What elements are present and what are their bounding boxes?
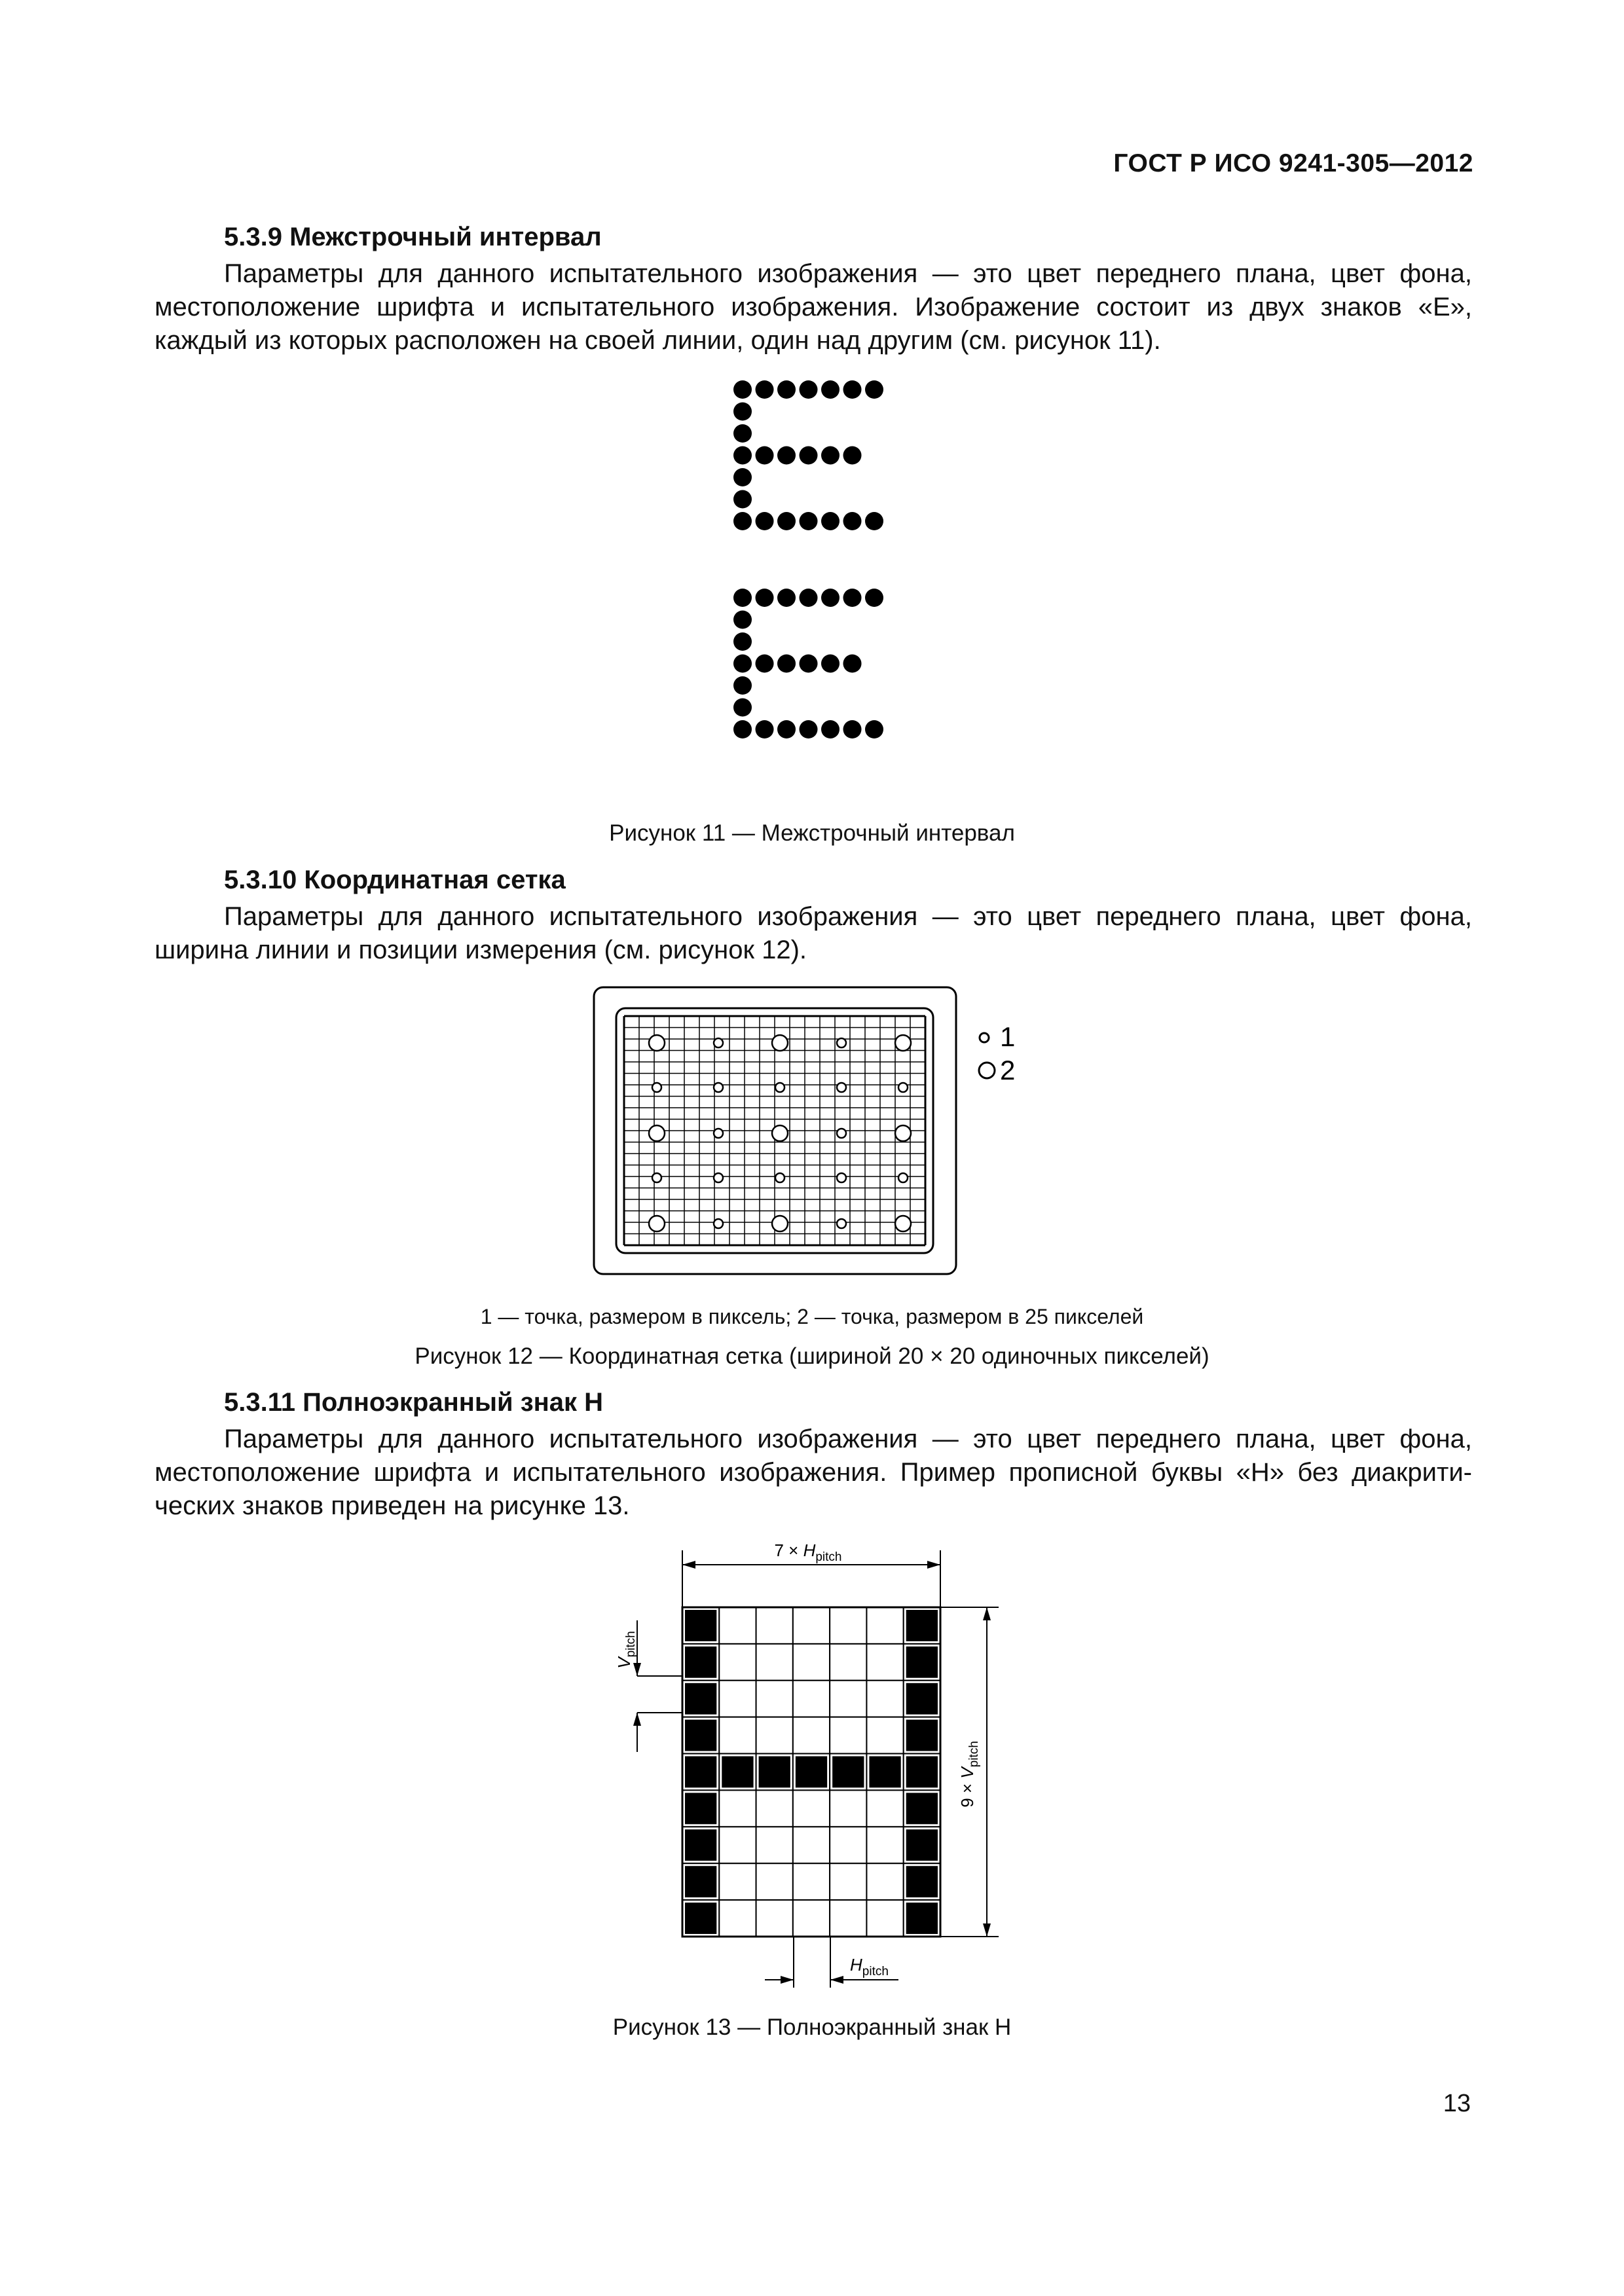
matrix-cell [756, 1717, 793, 1754]
left-dimension-label: $V_{pitch}$ [614, 1631, 638, 1669]
legend-label-1: 1 [1000, 1021, 1016, 1052]
filled-cell [685, 1720, 716, 1751]
filled-cell [685, 1757, 716, 1788]
filled-cell [906, 1903, 938, 1934]
matrix-cell [719, 1827, 756, 1863]
matrix-cell [866, 1644, 903, 1681]
matrix-cell [719, 1790, 756, 1827]
filled-cell [685, 1903, 716, 1934]
matrix-cell [719, 1900, 756, 1937]
document-header: ГОСТ Р ИСО 9241-305—2012 [1113, 149, 1473, 177]
matrix-cell [756, 1900, 793, 1937]
matrix-cell [719, 1644, 756, 1681]
matrix-cell [866, 1863, 903, 1900]
matrix-cell [830, 1827, 866, 1863]
matrix-cell [830, 1790, 866, 1827]
filled-cell [759, 1757, 790, 1788]
filled-cell [906, 1793, 938, 1824]
filled-cell [906, 1720, 938, 1751]
matrix-cell [719, 1607, 756, 1644]
matrix-cell [793, 1863, 830, 1900]
matrix-cell [830, 1863, 866, 1900]
matrix-cell [793, 1644, 830, 1681]
filled-cell [685, 1610, 716, 1641]
figure-11-caption: Рисунок 11 — Межстрочный интервал [609, 820, 1015, 846]
matrix-cell [793, 1827, 830, 1863]
matrix-cell [793, 1900, 830, 1937]
filled-cell [869, 1757, 900, 1788]
matrix-cell [830, 1607, 866, 1644]
right-dimension-label: $9 \times V_{pitch}$ [957, 1741, 981, 1808]
paragraph-line: Параметры для данного испытательного изображения — это цвет переднего плана, цвет фона, [224, 902, 1472, 931]
matrix-cell [719, 1863, 756, 1900]
matrix-cell [866, 1900, 903, 1937]
filled-cell [906, 1647, 938, 1678]
matrix-cell [756, 1827, 793, 1863]
matrix-cell [866, 1681, 903, 1717]
top-dimension-label: $7 \times H_{pitch}$ [774, 1540, 842, 1564]
matrix-cell [756, 1863, 793, 1900]
matrix-cell [756, 1790, 793, 1827]
filled-cell [685, 1866, 716, 1897]
filled-cell [685, 1829, 716, 1861]
page-number: 13 [1443, 2090, 1471, 2117]
paragraph-line: ческих знаков приведен на рисунке 13. [155, 1491, 630, 1520]
matrix-cell [866, 1607, 903, 1644]
filled-cell [685, 1647, 716, 1678]
matrix-cell [793, 1681, 830, 1717]
matrix-cell [866, 1790, 903, 1827]
matrix-cell [793, 1717, 830, 1754]
figure-13-caption: Рисунок 13 — Полноэкранный знак Н [612, 2014, 1012, 2040]
filled-cell [906, 1610, 938, 1641]
filled-cell [906, 1757, 938, 1788]
paragraph-line: местоположение шрифта и испытательного изображения. Изображение состоит из двух знаков «Е», [155, 293, 1472, 321]
figure-12-caption: Рисунок 12 — Координатная сетка (шириной 20 × 20 одиночных пикселей) [415, 1343, 1209, 1369]
matrix-cell [830, 1900, 866, 1937]
filled-cell [832, 1757, 864, 1788]
paragraph-line: местоположение шрифта и испытательного изображения. Пример прописной буквы «Н» без диакрити- [155, 1458, 1472, 1487]
matrix-cell [866, 1717, 903, 1754]
matrix-cell [793, 1607, 830, 1644]
matrix-cell [866, 1827, 903, 1863]
legend-label-2: 2 [1000, 1055, 1016, 1085]
matrix-cell [756, 1607, 793, 1644]
paragraph-line: каждый из которых расположен на своей линии, один над другим (см. рисунок 11). [155, 326, 1161, 355]
matrix-cell [830, 1681, 866, 1717]
matrix-cell [719, 1717, 756, 1754]
paragraph-line: ширина линии и позиции измерения (см. рисунок 12). [155, 936, 807, 964]
matrix-cell [756, 1644, 793, 1681]
section-heading-5-3-9: 5.3.9 Межстрочный интервал [224, 223, 602, 251]
section-heading-5-3-10: 5.3.10 Координатная сетка [224, 866, 566, 894]
filled-cell [906, 1829, 938, 1861]
matrix-cell [793, 1790, 830, 1827]
paragraph-line: Параметры для данного испытательного изображения — это цвет переднего плана, цвет фона, [224, 1425, 1472, 1453]
section-heading-5-3-11: 5.3.11 Полноэкранный знак Н [224, 1388, 604, 1417]
matrix-cell [756, 1681, 793, 1717]
filled-cell [906, 1866, 938, 1897]
filled-cell [722, 1757, 753, 1788]
filled-cell [685, 1683, 716, 1715]
paragraph-line: Параметры для данного испытательного изображения — это цвет переднего плана, цвет фона, [224, 259, 1472, 288]
matrix-cell [830, 1717, 866, 1754]
filled-cell [685, 1793, 716, 1824]
matrix-cell [719, 1681, 756, 1717]
matrix-cell [830, 1644, 866, 1681]
filled-cell [796, 1757, 827, 1788]
bottom-dimension-label: $H_{pitch}$ [850, 1955, 889, 1978]
filled-cell [906, 1683, 938, 1715]
figure-12-legend: 1 — точка, размером в пиксель; 2 — точка, размером в 25 пикселей [480, 1305, 1144, 1328]
